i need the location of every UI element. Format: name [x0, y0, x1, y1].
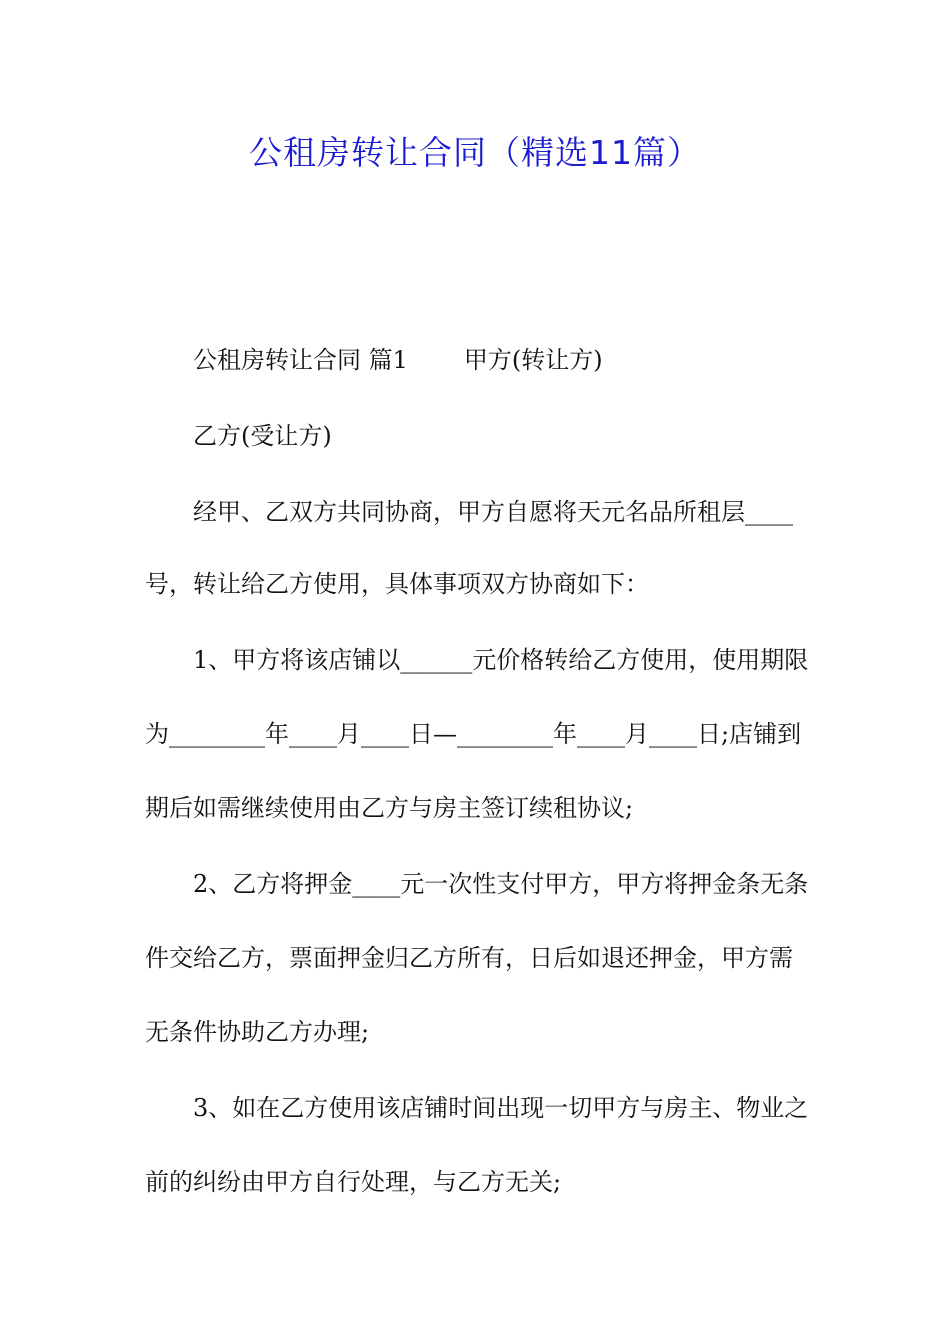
paragraph-line: 号，转让给乙方使用，具体事项双方协商如下：	[145, 570, 649, 598]
party-b-line: 乙方(受让方)	[193, 422, 332, 450]
clause-2-line: 2、乙方将押金____元一次性支付甲方，甲方将押金条无条	[193, 870, 809, 898]
section-part-label: 公租房转让合同 篇1	[193, 346, 408, 374]
clause-1-line: 期后如需继续使用由乙方与房主签订续租协议;	[145, 794, 634, 822]
clause-2-line: 无条件协助乙方办理;	[145, 1018, 370, 1046]
document-title: 公租房转让合同（精选11篇）	[249, 133, 701, 172]
clause-3-line: 前的纠纷由甲方自行处理，与乙方无关;	[145, 1168, 562, 1196]
clause-1-line: 1、甲方将该店铺以______元价格转给乙方使用，使用期限	[193, 646, 809, 674]
paragraph-line: 经甲、乙双方共同协商，甲方自愿将天元名品所租层____	[193, 498, 793, 526]
clause-3-line: 3、如在乙方使用该店铺时间出现一切甲方与房主、物业之	[193, 1094, 809, 1122]
clause-2-line: 件交给乙方，票面押金归乙方所有，日后如退还押金，甲方需	[145, 944, 793, 972]
party-a-label: 甲方(转让方)	[463, 346, 603, 374]
section-heading	[193, 342, 603, 378]
clause-1-line: 为________年____月____日—________年____月____日;店铺到	[145, 720, 802, 748]
